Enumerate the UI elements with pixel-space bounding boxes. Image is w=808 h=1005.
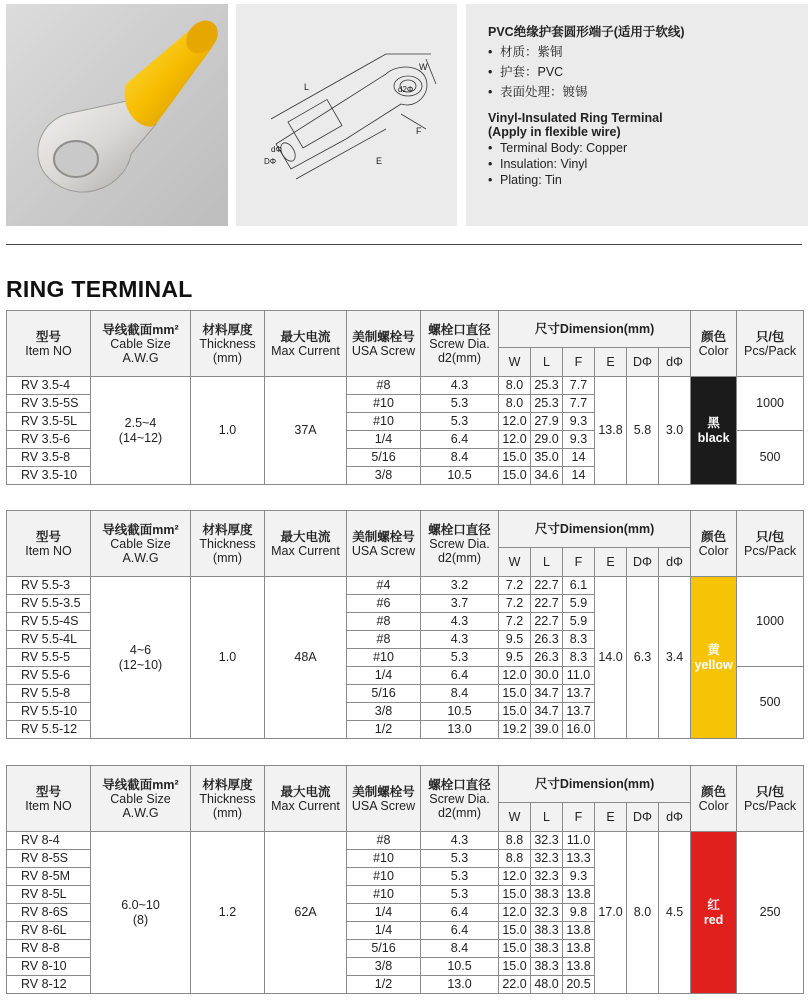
header-color: 颜色 Color bbox=[691, 766, 737, 832]
dim-l: 32.3 bbox=[531, 832, 563, 850]
dim-l: 34.6 bbox=[531, 467, 563, 485]
pcs-pack: 500 bbox=[737, 431, 804, 485]
dim-D: 6.3 bbox=[627, 577, 659, 739]
dim-w: 12.0 bbox=[499, 868, 531, 886]
header-screw: 美制螺栓号 USA Screw bbox=[347, 766, 421, 832]
header-item: 型号 Item NO bbox=[7, 311, 91, 377]
dim-w: 12.0 bbox=[499, 904, 531, 922]
header-dim-d: dΦ bbox=[659, 548, 691, 577]
en-item: • Insulation: Vinyl bbox=[488, 157, 588, 171]
dim-w: 7.2 bbox=[499, 577, 531, 595]
item-no: RV 8-10 bbox=[7, 958, 91, 976]
header-thickness: 材料厚度 Thickness (mm) bbox=[191, 311, 265, 377]
screw-dia: 6.4 bbox=[421, 904, 499, 922]
header-dim-L: L bbox=[531, 548, 563, 577]
dim-f: 13.7 bbox=[563, 685, 595, 703]
ring-terminal-illustration bbox=[6, 4, 228, 226]
dim-e: 14.0 bbox=[595, 577, 627, 739]
dim-l: 38.3 bbox=[531, 940, 563, 958]
header-dim-D: DΦ bbox=[627, 803, 659, 832]
screw-dia: 8.4 bbox=[421, 449, 499, 467]
dim-l: 34.7 bbox=[531, 703, 563, 721]
diagram-label-E: E bbox=[376, 156, 383, 166]
dim-l: 39.0 bbox=[531, 721, 563, 739]
thickness: 1.0 bbox=[191, 377, 265, 485]
usa-screw: 3/8 bbox=[347, 958, 421, 976]
screw-dia: 6.4 bbox=[421, 922, 499, 940]
header-dim-D: DΦ bbox=[627, 348, 659, 377]
dim-f: 9.3 bbox=[563, 413, 595, 431]
header-dim-F: F bbox=[563, 348, 595, 377]
dim-w: 9.5 bbox=[499, 631, 531, 649]
dim-f: 9.3 bbox=[563, 431, 595, 449]
screw-dia: 5.3 bbox=[421, 850, 499, 868]
header-dim-E: E bbox=[595, 803, 627, 832]
max-current: 37A bbox=[265, 377, 347, 485]
dim-w: 15.0 bbox=[499, 940, 531, 958]
usa-screw: #10 bbox=[347, 868, 421, 886]
item-no: RV 8-5M bbox=[7, 868, 91, 886]
dim-w: 15.0 bbox=[499, 922, 531, 940]
zh-title: PVC绝缘护套圆形端子(适用于软线) bbox=[488, 25, 685, 39]
usa-screw: #8 bbox=[347, 377, 421, 395]
item-no: RV 3.5-10 bbox=[7, 467, 91, 485]
screw-dia: 5.3 bbox=[421, 649, 499, 667]
spec-table bbox=[6, 310, 804, 485]
header-color: 颜色 Color bbox=[691, 311, 737, 377]
cable-size bbox=[91, 377, 191, 485]
dim-l: 32.3 bbox=[531, 868, 563, 886]
product-description bbox=[466, 4, 808, 226]
zh-item: • 材质：紫铜 bbox=[488, 45, 563, 59]
screw-dia: 3.7 bbox=[421, 595, 499, 613]
usa-screw: 5/16 bbox=[347, 685, 421, 703]
screw-dia: 3.2 bbox=[421, 577, 499, 595]
dim-e: 17.0 bbox=[595, 832, 627, 994]
dim-f: 9.8 bbox=[563, 904, 595, 922]
header-cable: 导线截面mm² Cable Size A.W.G bbox=[91, 766, 191, 832]
dim-f: 8.3 bbox=[563, 649, 595, 667]
diagram-label-F: F bbox=[416, 126, 422, 136]
header-dim-d: dΦ bbox=[659, 803, 691, 832]
header-pack: 只/包 Pcs/Pack bbox=[737, 511, 804, 577]
header-pack: 只/包 Pcs/Pack bbox=[737, 311, 804, 377]
diagram-label-d2: d2Φ bbox=[398, 85, 414, 94]
usa-screw: #10 bbox=[347, 886, 421, 904]
pcs-pack: 250 bbox=[737, 832, 804, 994]
dim-d: 4.5 bbox=[659, 832, 691, 994]
color-en: yellow bbox=[694, 657, 733, 672]
usa-screw: 1/4 bbox=[347, 922, 421, 940]
en-title: Vinyl-Insulated Ring Terminal bbox=[488, 111, 663, 125]
dim-l: 38.3 bbox=[531, 958, 563, 976]
en-subtitle: (Apply in flexible wire) bbox=[488, 125, 621, 139]
usa-screw: #10 bbox=[347, 850, 421, 868]
dim-f: 5.9 bbox=[563, 613, 595, 631]
dim-l: 22.7 bbox=[531, 577, 563, 595]
color-cell bbox=[691, 577, 737, 739]
zh-item: • 表面处理：镀锡 bbox=[488, 85, 588, 99]
header-thickness: 材料厚度 Thickness (mm) bbox=[191, 511, 265, 577]
item-no: RV 5.5-4S bbox=[7, 613, 91, 631]
product-header bbox=[0, 0, 808, 230]
color-zh: 黄 bbox=[707, 642, 720, 657]
usa-screw: #10 bbox=[347, 649, 421, 667]
spec-table bbox=[6, 765, 804, 994]
item-no: RV 5.5-5 bbox=[7, 649, 91, 667]
pcs-pack: 1000 bbox=[737, 577, 804, 667]
dim-w: 15.0 bbox=[499, 449, 531, 467]
dim-l: 30.0 bbox=[531, 667, 563, 685]
dim-l: 29.0 bbox=[531, 431, 563, 449]
dim-l: 48.0 bbox=[531, 976, 563, 994]
awg-value: (14~12) bbox=[118, 430, 163, 445]
screw-dia: 5.3 bbox=[421, 395, 499, 413]
dim-w: 8.0 bbox=[499, 395, 531, 413]
dim-w: 15.0 bbox=[499, 958, 531, 976]
header-item: 型号 Item NO bbox=[7, 766, 91, 832]
table-row bbox=[7, 377, 804, 395]
thickness: 1.2 bbox=[191, 832, 265, 994]
dimension-diagram bbox=[236, 4, 457, 226]
item-no: RV 8-4 bbox=[7, 832, 91, 850]
dim-f: 13.8 bbox=[563, 958, 595, 976]
table-row bbox=[7, 832, 804, 850]
dim-l: 25.3 bbox=[531, 395, 563, 413]
item-no: RV 5.5-3.5 bbox=[7, 595, 91, 613]
header-dim-L: L bbox=[531, 803, 563, 832]
header-cable: 导线截面mm² Cable Size A.W.G bbox=[91, 311, 191, 377]
item-no: RV 8-5L bbox=[7, 886, 91, 904]
item-no: RV 3.5-4 bbox=[7, 377, 91, 395]
item-no: RV 3.5-6 bbox=[7, 431, 91, 449]
item-no: RV 3.5-5S bbox=[7, 395, 91, 413]
dim-D: 5.8 bbox=[627, 377, 659, 485]
screw-dia: 5.3 bbox=[421, 413, 499, 431]
screw-dia: 10.5 bbox=[421, 958, 499, 976]
usa-screw: 3/8 bbox=[347, 703, 421, 721]
usa-screw: 1/4 bbox=[347, 667, 421, 685]
dim-f: 11.0 bbox=[563, 832, 595, 850]
item-no: RV 5.5-6 bbox=[7, 667, 91, 685]
usa-screw: 1/2 bbox=[347, 721, 421, 739]
color-zh: 黑 bbox=[707, 415, 720, 430]
dim-w: 12.0 bbox=[499, 667, 531, 685]
dim-w: 7.2 bbox=[499, 595, 531, 613]
usa-screw: 1/2 bbox=[347, 976, 421, 994]
header-dimension: 尺寸Dimension(mm) bbox=[499, 766, 691, 803]
color-en: red bbox=[703, 912, 724, 927]
screw-dia: 4.3 bbox=[421, 631, 499, 649]
diagram-label-L: L bbox=[304, 82, 310, 92]
dim-f: 7.7 bbox=[563, 377, 595, 395]
dim-f: 8.3 bbox=[563, 631, 595, 649]
screw-dia: 4.3 bbox=[421, 613, 499, 631]
cable-value: 2.5~4 bbox=[124, 415, 157, 430]
usa-screw: 1/4 bbox=[347, 431, 421, 449]
color-zh: 红 bbox=[707, 897, 720, 912]
dim-w: 15.0 bbox=[499, 467, 531, 485]
item-no: RV 5.5-8 bbox=[7, 685, 91, 703]
dim-w: 12.0 bbox=[499, 431, 531, 449]
dim-d: 3.4 bbox=[659, 577, 691, 739]
dim-f: 13.3 bbox=[563, 850, 595, 868]
divider bbox=[6, 244, 802, 245]
usa-screw: #4 bbox=[347, 577, 421, 595]
dim-e: 13.8 bbox=[595, 377, 627, 485]
header-cable: 导线截面mm² Cable Size A.W.G bbox=[91, 511, 191, 577]
header-dim-F: F bbox=[563, 803, 595, 832]
max-current: 48A bbox=[265, 577, 347, 739]
usa-screw: #8 bbox=[347, 631, 421, 649]
dim-f: 20.5 bbox=[563, 976, 595, 994]
cable-value: 6.0~10 bbox=[121, 897, 160, 912]
screw-dia: 8.4 bbox=[421, 940, 499, 958]
header-dia: 螺栓口直径 Screw Dia. d2(mm) bbox=[421, 511, 499, 577]
screw-dia: 13.0 bbox=[421, 976, 499, 994]
usa-screw: #8 bbox=[347, 832, 421, 850]
screw-dia: 10.5 bbox=[421, 467, 499, 485]
dim-f: 11.0 bbox=[563, 667, 595, 685]
dim-w: 15.0 bbox=[499, 703, 531, 721]
dim-w: 9.5 bbox=[499, 649, 531, 667]
screw-dia: 13.0 bbox=[421, 721, 499, 739]
item-no: RV 5.5-10 bbox=[7, 703, 91, 721]
dim-w: 8.0 bbox=[499, 377, 531, 395]
header-pack: 只/包 Pcs/Pack bbox=[737, 766, 804, 832]
header-dimension: 尺寸Dimension(mm) bbox=[499, 311, 691, 348]
dim-f: 16.0 bbox=[563, 721, 595, 739]
screw-dia: 8.4 bbox=[421, 685, 499, 703]
item-no: RV 3.5-8 bbox=[7, 449, 91, 467]
item-no: RV 8-6L bbox=[7, 922, 91, 940]
header-dim-W: W bbox=[499, 803, 531, 832]
awg-value: (12~10) bbox=[118, 657, 163, 672]
item-no: RV 3.5-5L bbox=[7, 413, 91, 431]
color-cell bbox=[691, 832, 737, 994]
dim-w: 22.0 bbox=[499, 976, 531, 994]
item-no: RV 8-12 bbox=[7, 976, 91, 994]
item-no: RV 5.5-3 bbox=[7, 577, 91, 595]
screw-dia: 10.5 bbox=[421, 703, 499, 721]
diagram-label-W: W bbox=[419, 62, 428, 72]
header-dim-W: W bbox=[499, 548, 531, 577]
usa-screw: #10 bbox=[347, 395, 421, 413]
screw-dia: 5.3 bbox=[421, 868, 499, 886]
item-no: RV 5.5-4L bbox=[7, 631, 91, 649]
header-dim-E: E bbox=[595, 348, 627, 377]
dim-l: 38.3 bbox=[531, 922, 563, 940]
header-dim-F: F bbox=[563, 548, 595, 577]
dim-f: 5.9 bbox=[563, 595, 595, 613]
usa-screw: 1/4 bbox=[347, 904, 421, 922]
pcs-pack: 1000 bbox=[737, 377, 804, 431]
dim-w: 19.2 bbox=[499, 721, 531, 739]
dim-l: 35.0 bbox=[531, 449, 563, 467]
header-dim-d: dΦ bbox=[659, 348, 691, 377]
dim-f: 7.7 bbox=[563, 395, 595, 413]
diagram-label-d: dΦ bbox=[271, 145, 282, 154]
table-row bbox=[7, 577, 804, 595]
dim-l: 38.3 bbox=[531, 886, 563, 904]
usa-screw: #10 bbox=[347, 413, 421, 431]
usa-screw: 5/16 bbox=[347, 940, 421, 958]
item-no: RV 5.5-12 bbox=[7, 721, 91, 739]
dim-w: 8.8 bbox=[499, 850, 531, 868]
thickness: 1.0 bbox=[191, 577, 265, 739]
screw-dia: 5.3 bbox=[421, 886, 499, 904]
header-dim-W: W bbox=[499, 348, 531, 377]
cable-size bbox=[91, 832, 191, 994]
screw-dia: 6.4 bbox=[421, 431, 499, 449]
usa-screw: #6 bbox=[347, 595, 421, 613]
usa-screw: 3/8 bbox=[347, 467, 421, 485]
dim-l: 25.3 bbox=[531, 377, 563, 395]
dim-D: 8.0 bbox=[627, 832, 659, 994]
usa-screw: #8 bbox=[347, 613, 421, 631]
screw-dia: 4.3 bbox=[421, 377, 499, 395]
dim-f: 13.7 bbox=[563, 703, 595, 721]
dim-l: 22.7 bbox=[531, 595, 563, 613]
dim-f: 9.3 bbox=[563, 868, 595, 886]
dim-f: 14 bbox=[563, 449, 595, 467]
header-dia: 螺栓口直径 Screw Dia. d2(mm) bbox=[421, 766, 499, 832]
dim-f: 13.8 bbox=[563, 940, 595, 958]
awg-value: (8) bbox=[132, 912, 149, 927]
usa-screw: 5/16 bbox=[347, 449, 421, 467]
header-thickness: 材料厚度 Thickness (mm) bbox=[191, 766, 265, 832]
dim-f: 13.8 bbox=[563, 886, 595, 904]
header-screw: 美制螺栓号 USA Screw bbox=[347, 511, 421, 577]
header-color: 颜色 Color bbox=[691, 511, 737, 577]
dim-d: 3.0 bbox=[659, 377, 691, 485]
dim-l: 27.9 bbox=[531, 413, 563, 431]
dim-w: 12.0 bbox=[499, 413, 531, 431]
pcs-pack: 500 bbox=[737, 667, 804, 739]
header-dim-E: E bbox=[595, 548, 627, 577]
dim-f: 13.8 bbox=[563, 922, 595, 940]
header-dim-L: L bbox=[531, 348, 563, 377]
dim-l: 22.7 bbox=[531, 613, 563, 631]
header-dia: 螺栓口直径 Screw Dia. d2(mm) bbox=[421, 311, 499, 377]
dim-w: 7.2 bbox=[499, 613, 531, 631]
diagram-label-D: DΦ bbox=[264, 157, 277, 166]
dim-l: 32.3 bbox=[531, 850, 563, 868]
header-current: 最大电流 Max Current bbox=[265, 311, 347, 377]
zh-item: • 护套：PVC bbox=[488, 65, 564, 79]
en-item: • Plating: Tin bbox=[488, 173, 562, 187]
item-no: RV 8-6S bbox=[7, 904, 91, 922]
header-dimension: 尺寸Dimension(mm) bbox=[499, 511, 691, 548]
max-current: 62A bbox=[265, 832, 347, 994]
color-en: black bbox=[697, 430, 730, 445]
screw-dia: 6.4 bbox=[421, 667, 499, 685]
dim-w: 15.0 bbox=[499, 886, 531, 904]
dim-l: 26.3 bbox=[531, 649, 563, 667]
product-photo bbox=[6, 4, 228, 226]
cable-size bbox=[91, 577, 191, 739]
cable-value: 4~6 bbox=[129, 642, 152, 657]
header-dim-D: DΦ bbox=[627, 548, 659, 577]
en-item: • Terminal Body: Copper bbox=[488, 141, 628, 155]
header-item: 型号 Item NO bbox=[7, 511, 91, 577]
dim-f: 6.1 bbox=[563, 577, 595, 595]
header-screw: 美制螺栓号 USA Screw bbox=[347, 311, 421, 377]
section-title: RING TERMINAL bbox=[6, 276, 193, 302]
header-current: 最大电流 Max Current bbox=[265, 511, 347, 577]
color-cell bbox=[691, 377, 737, 485]
dim-l: 26.3 bbox=[531, 631, 563, 649]
dim-l: 34.7 bbox=[531, 685, 563, 703]
item-no: RV 8-8 bbox=[7, 940, 91, 958]
dim-l: 32.3 bbox=[531, 904, 563, 922]
dim-f: 14 bbox=[563, 467, 595, 485]
screw-dia: 4.3 bbox=[421, 832, 499, 850]
dim-w: 8.8 bbox=[499, 832, 531, 850]
item-no: RV 8-5S bbox=[7, 850, 91, 868]
spec-table bbox=[6, 510, 804, 739]
dim-w: 15.0 bbox=[499, 685, 531, 703]
header-current: 最大电流 Max Current bbox=[265, 766, 347, 832]
